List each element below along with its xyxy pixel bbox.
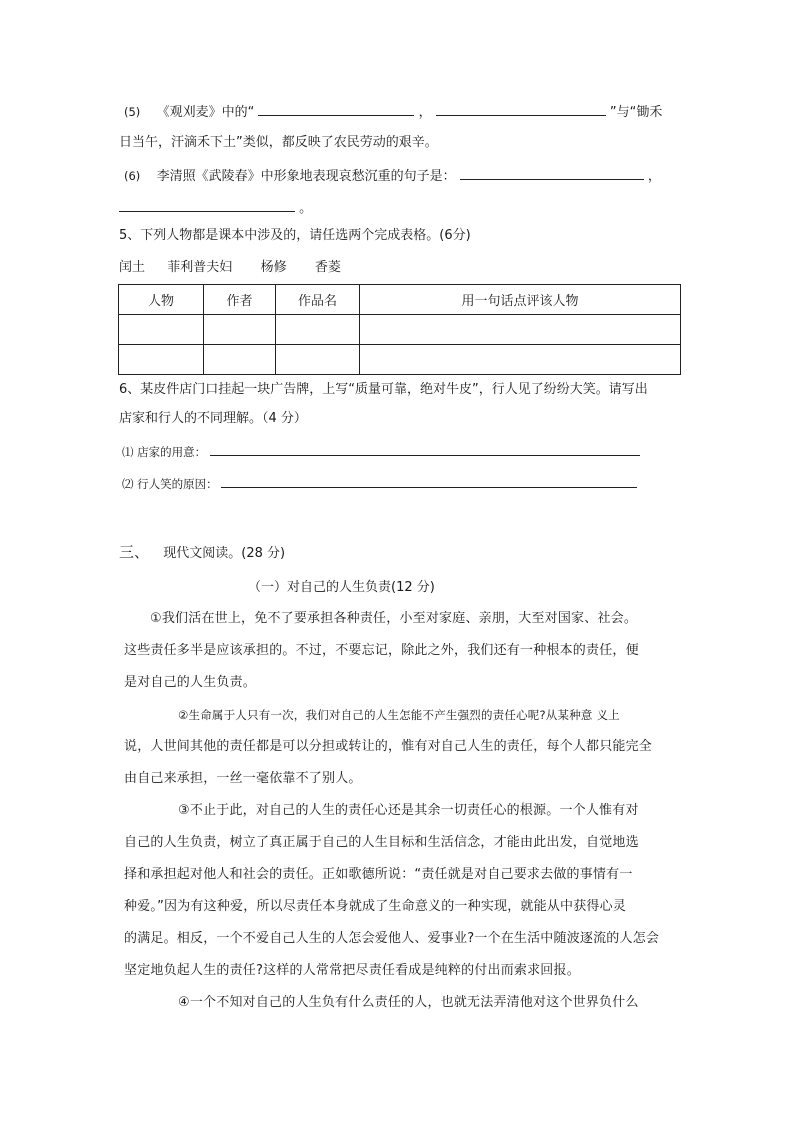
table-cell-input[interactable] bbox=[276, 315, 360, 345]
character-table bbox=[118, 284, 681, 375]
answer-blank-6b[interactable] bbox=[119, 197, 295, 212]
paragraph-1-line: 是对自己的人生负责。 bbox=[124, 675, 257, 690]
question-6-prompt-line-1: 6、某皮件店门口挂起一块广告牌，上写“质量可靠，绝对牛皮”，行人见了纷纷大笑。请写出 bbox=[119, 382, 648, 397]
paragraph-3-line: 种爱。”因为有这种爱，所以尽责任本身就成了生命意义的一种实现，就能从中获得心灵 bbox=[124, 899, 627, 914]
paragraph-2-line: 由自己来承担，一丝一毫依靠不了别人。 bbox=[124, 771, 362, 786]
table-header: 人物 bbox=[119, 285, 204, 315]
character-item: 闰土 bbox=[119, 260, 146, 275]
sub-1-label: ⑴ 店家的用意： bbox=[122, 445, 207, 459]
section-3-number: 三、 bbox=[119, 543, 150, 561]
paragraph-3-line: ③不止于此，对自己的人生的责任心还是其余一切责任心的根源。一个人惟有对 bbox=[178, 803, 639, 818]
item-6-text: 李清照《武陵春》中形象地表现哀愁沉重的句子是： bbox=[156, 169, 456, 184]
paragraph-2-line: ②生命属于人只有一次，我们对自己的人生怎能不产生强烈的责任心呢?从某种意 义上 bbox=[178, 708, 620, 722]
answer-blank-6a[interactable] bbox=[460, 165, 644, 180]
table-cell-input[interactable] bbox=[119, 345, 204, 375]
item-6-comma: ， bbox=[647, 169, 661, 184]
table-row bbox=[119, 345, 681, 375]
answer-blank-shop-intent[interactable] bbox=[210, 441, 640, 456]
item-5-comma: ， bbox=[418, 105, 432, 120]
answer-blank-5a[interactable] bbox=[258, 101, 414, 116]
table-cell-input[interactable] bbox=[360, 315, 681, 345]
paragraph-1-line: ①我们活在世上，免不了要承担各种责任，小至对家庭、亲朋，大至对国家、社会。 bbox=[150, 611, 638, 626]
table-cell-input[interactable] bbox=[360, 345, 681, 375]
character-item: 香菱 bbox=[314, 260, 341, 275]
table-header: 用一句话点评该人物 bbox=[360, 285, 681, 315]
question-5-instruction: 5、下列人物都是课本中涉及的，请任选两个完成表格。(6分) bbox=[119, 228, 471, 243]
answer-blank-passerby-reason[interactable] bbox=[221, 473, 637, 488]
item-6-line-2 bbox=[119, 197, 312, 219]
table-row bbox=[119, 315, 681, 345]
item-5-text-a: 《观刈麦》中的“ bbox=[156, 105, 255, 120]
item-5-number: (5) bbox=[124, 105, 141, 119]
table-header: 作品名 bbox=[276, 285, 360, 315]
question-6-sub-1 bbox=[122, 441, 640, 462]
paragraph-4-line: ④一个不知对自己的人生负有什么责任的人，也就无法弄清他对这个世界负什么 bbox=[178, 995, 639, 1010]
paragraph-2-line: 说，人世间其他的责任都是可以分担或转让的，惟有对自己人生的责任，每个人都只能完全 bbox=[124, 739, 653, 754]
table-header: 作者 bbox=[204, 285, 276, 315]
table-cell-input[interactable] bbox=[119, 315, 204, 345]
item-6-number: (6) bbox=[124, 169, 141, 183]
item-5-text-b: ”与“锄禾 bbox=[609, 105, 663, 120]
paragraph-1-line: 这些责任多半是应该承担的。不过，不要忘记，除此之外，我们还有一种根本的责任，便 bbox=[124, 643, 639, 658]
section-3-heading bbox=[119, 542, 285, 564]
table-cell-input[interactable] bbox=[276, 345, 360, 375]
sub-2-label: ⑵ 行人笑的原因： bbox=[122, 477, 218, 491]
table-cell-input[interactable] bbox=[204, 315, 276, 345]
section-3-title: 现代文阅读。(28 分) bbox=[163, 546, 286, 561]
character-item: 杨修 bbox=[260, 260, 287, 275]
question-6-sub-2 bbox=[122, 473, 637, 494]
table-cell-input[interactable] bbox=[204, 345, 276, 375]
paragraph-3-line: 自己的人生负责，树立了真正属于自己的人生目标和生活信念，才能由此出发，自觉地选 bbox=[124, 835, 639, 850]
table-header-row bbox=[119, 285, 681, 315]
question-6-prompt-line-2: 店家和行人的不同理解。（4 分） bbox=[119, 411, 307, 426]
item-6-line-1 bbox=[124, 165, 661, 187]
item-5-line-2: 日当午，汗滴禾下土”类似，都反映了农民劳动的艰辛。 bbox=[119, 135, 438, 150]
item-6-end: 。 bbox=[299, 201, 313, 216]
passage-title: （一）对自己的人生负责(12 分) bbox=[248, 580, 435, 595]
item-5-line-1 bbox=[124, 101, 662, 123]
paragraph-3-line: 择和承担起对他人和社会的责任。正如歌德所说：“责任就是对自己要求去做的事情有一 bbox=[124, 867, 633, 882]
paragraph-3-line: 坚定地负起人生的责任?这样的人常常把尽责任看成是纯粹的付出而索求回报。 bbox=[124, 963, 580, 978]
answer-blank-5b[interactable] bbox=[436, 101, 606, 116]
character-item: 菲利普夫妇 bbox=[167, 260, 233, 275]
paragraph-3-line: 的满足。相反，一个不爱自己人生的人怎会爱他人、爱事业?一个在生活中随波逐流的人怎会 bbox=[124, 931, 660, 946]
character-list bbox=[119, 258, 341, 278]
